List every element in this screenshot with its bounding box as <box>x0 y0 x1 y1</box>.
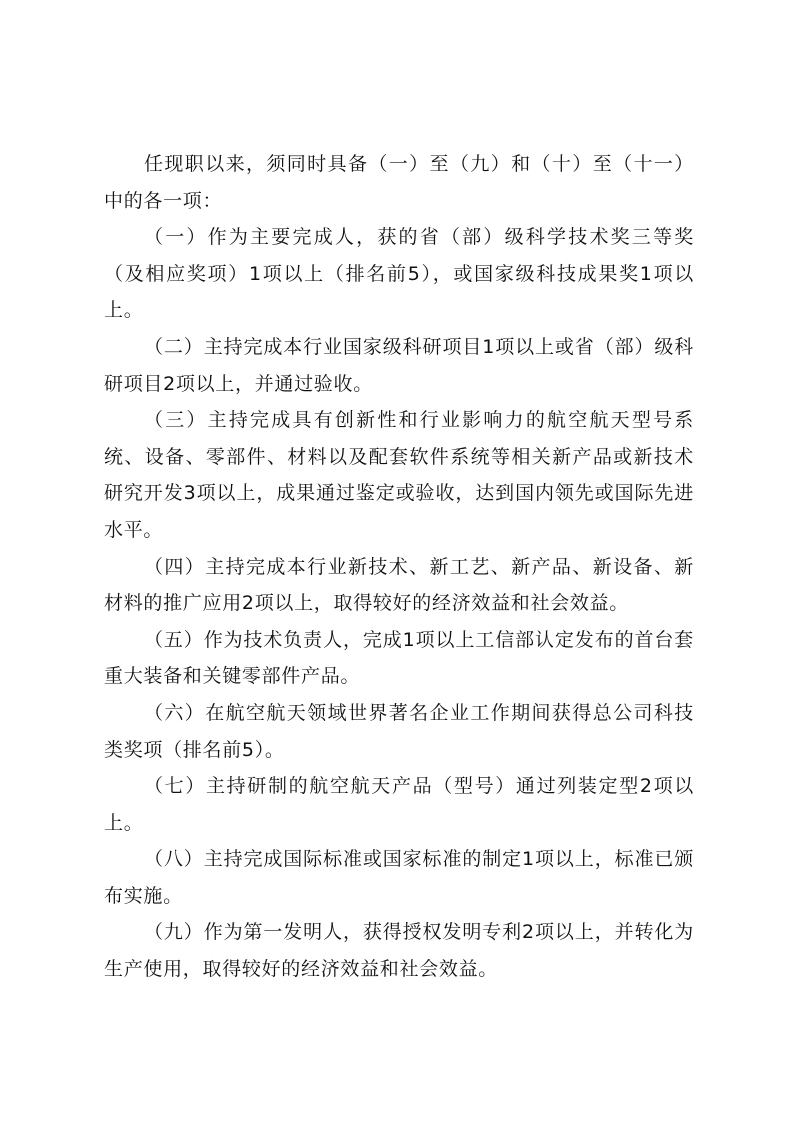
paragraph-item-8: （八）主持完成国际标准或国家标准的制定1项以上，标准已颁布实施。 <box>104 848 694 907</box>
paragraph-item-3: （三）主持完成具有创新性和行业影响力的航空航天型号系统、设备、零部件、材料以及配套软件系统等相关新产品或新技术研究开发3项以上，成果通过鉴定或验收，达到国内领先或国际先进水平。 <box>104 409 694 541</box>
paragraph-item-1: （一）作为主要完成人，获的省（部）级科学技术奖三等奖（及相应奖项）1项以上（排名前5），或国家级科技成果奖1项以上。 <box>104 226 694 322</box>
paragraph-item-4: （四）主持完成本行业新技术、新工艺、新产品、新设备、新材料的推广应用2项以上，取得较好的经济效益和社会效益。 <box>104 555 694 615</box>
document-body <box>104 146 694 988</box>
paragraph-item-2: （二）主持完成本行业国家级科研项目1项以上或省（部）级科研项目2项以上，并通过验收。 <box>104 335 694 395</box>
paragraph-item-5: （五）作为技术负责人，完成1项以上工信部认定发布的首台套重大装备和关键零部件产品。 <box>104 628 694 688</box>
paragraph-item-7: （七）主持研制的航空航天产品（型号）通过列装定型2项以上。 <box>104 775 694 834</box>
paragraph-item-6: （六）在航空航天领域世界著名企业工作期间获得总公司科技类奖项（排名前5）。 <box>104 701 694 761</box>
paragraph-item-9: （九）作为第一发明人，获得授权发明专利2项以上，并转化为生产使用，取得较好的经济效益和社会效益。 <box>104 921 694 981</box>
paragraph-intro: 任现职以来，须同时具备（一）至（九）和（十）至（十一）中的各一项： <box>104 153 694 212</box>
